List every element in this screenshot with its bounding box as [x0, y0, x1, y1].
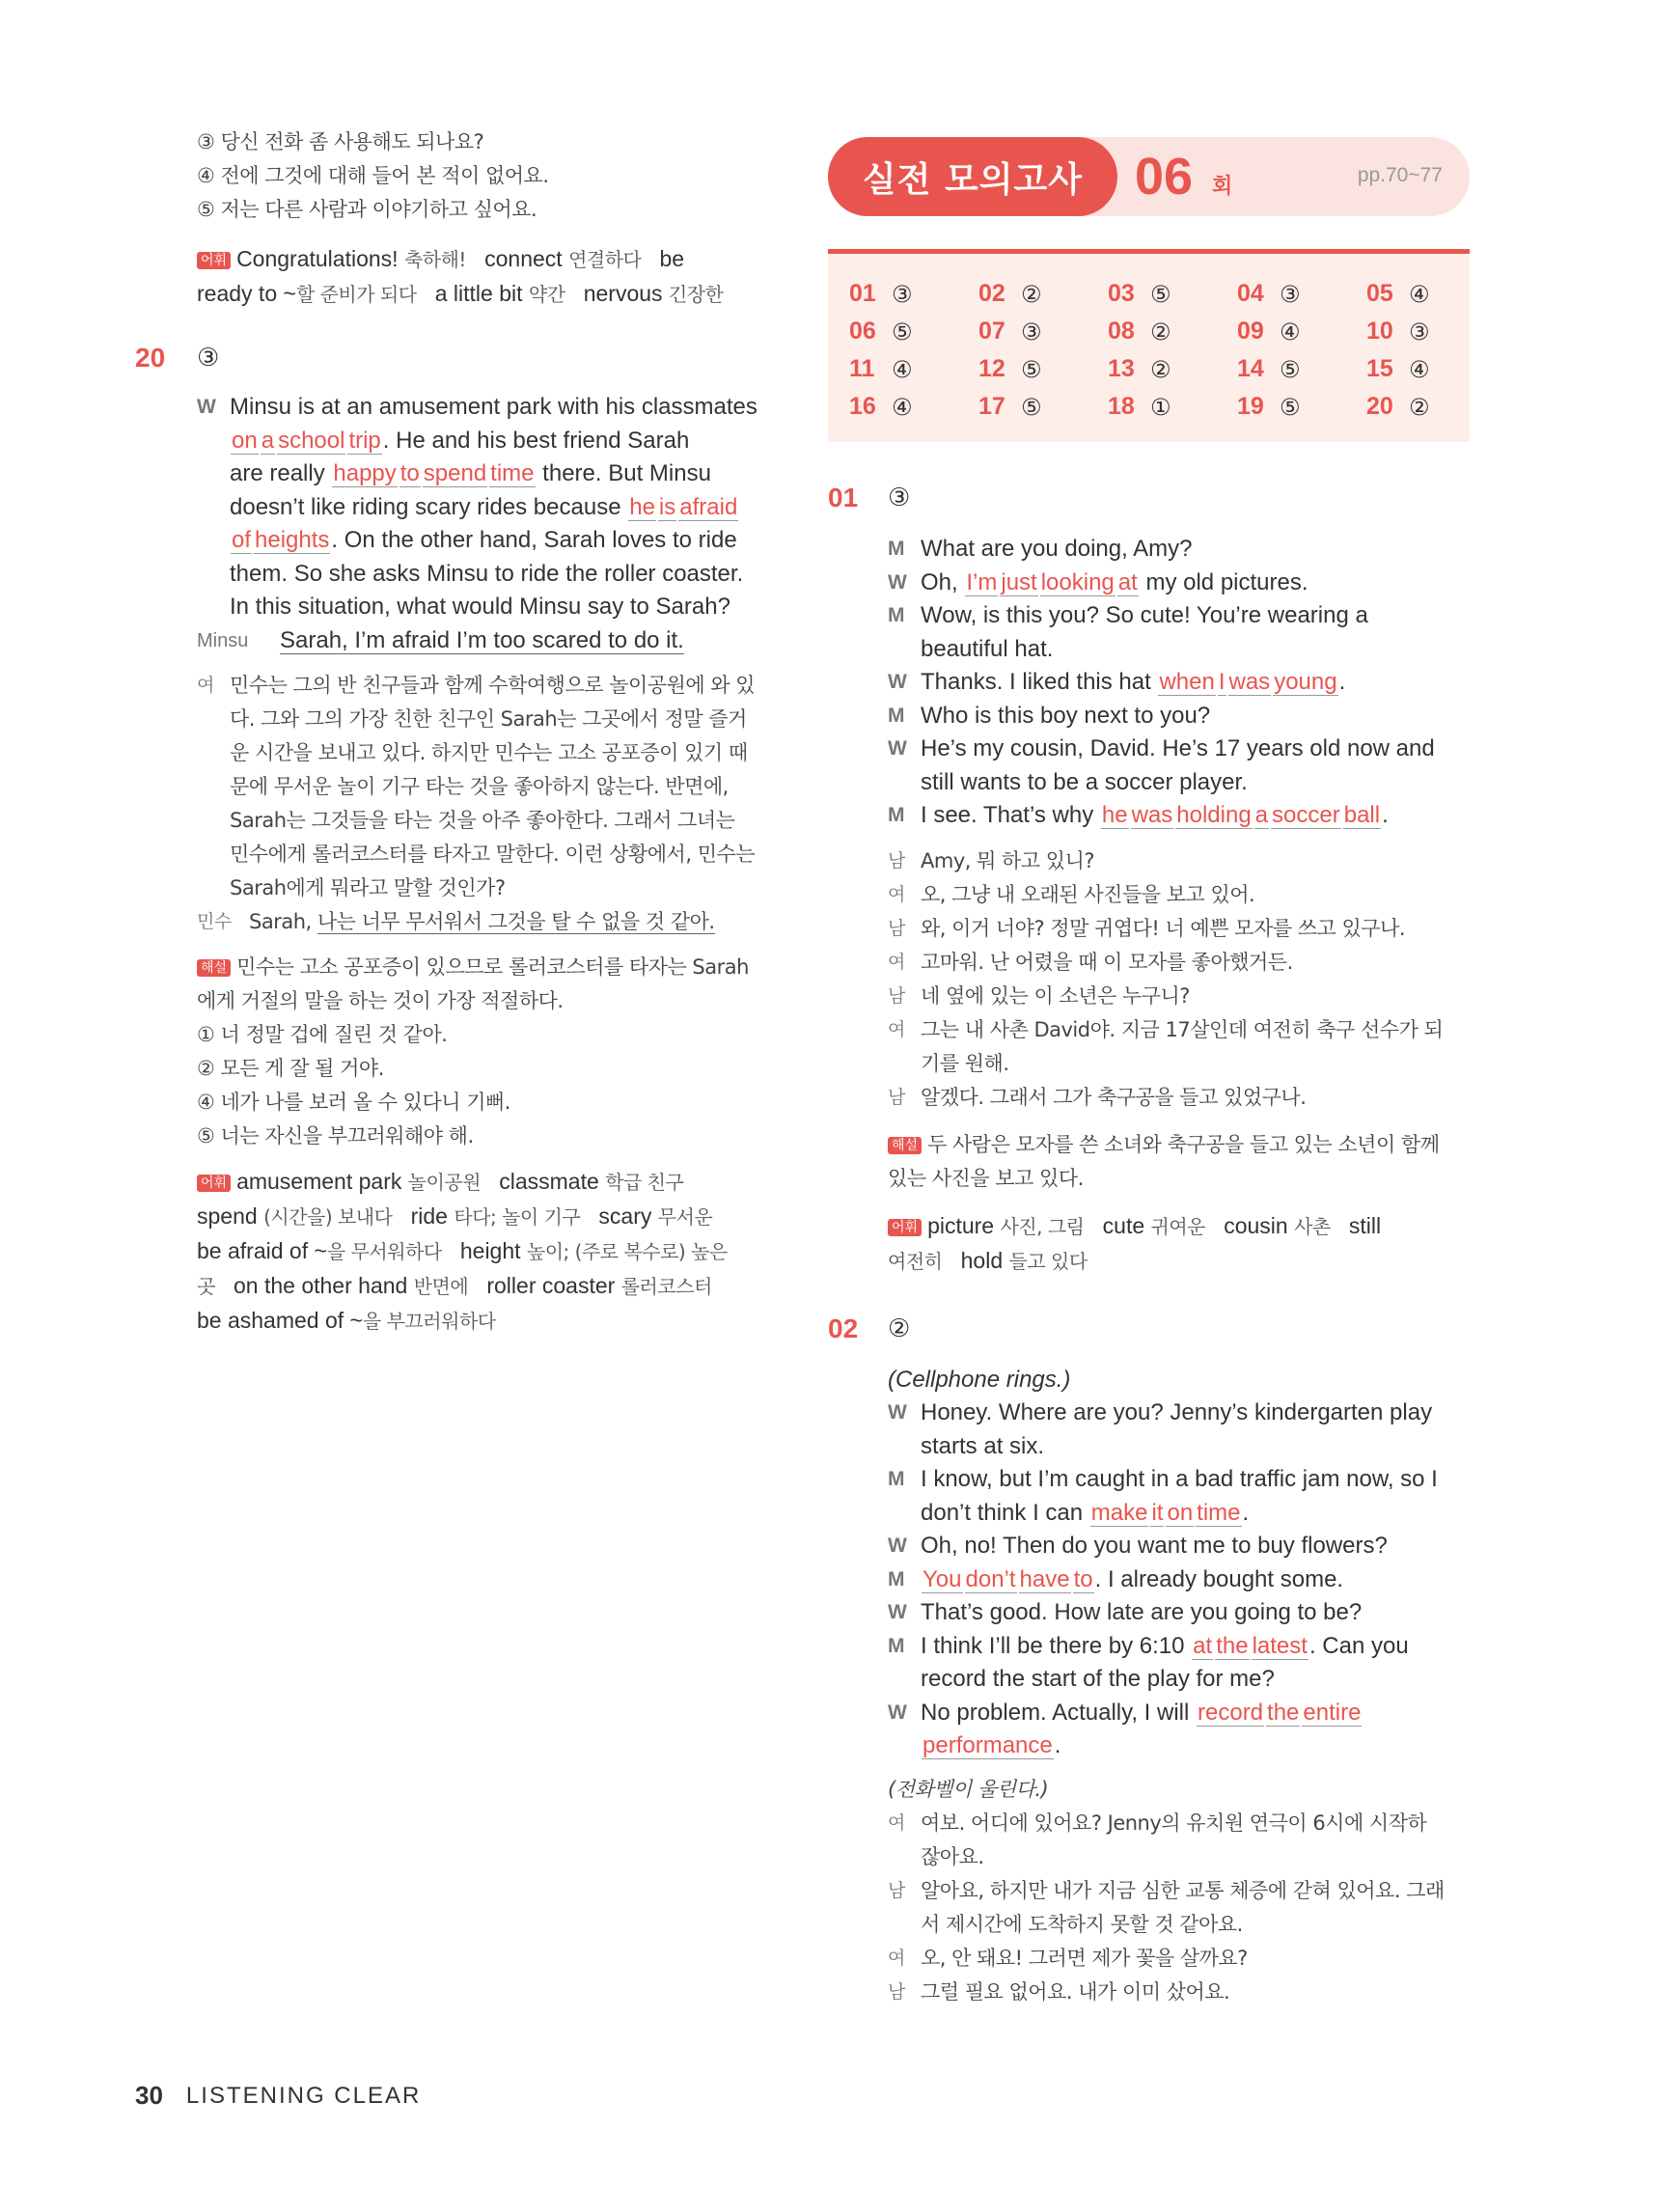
answer-key-number: 17: [978, 393, 1005, 420]
vocab-meaning: 놀이공원: [407, 1171, 482, 1194]
vocab-word: roller coaster: [486, 1273, 616, 1298]
translation-text: 알겠다. 그래서 그가 축구공을 들고 있었구나.: [921, 1085, 1307, 1109]
test-number: 06: [1135, 148, 1194, 206]
vocab-word: on the other hand: [234, 1273, 408, 1298]
blank-word: don’t: [965, 1565, 1016, 1592]
script-text: . He and his best friend Sarah: [382, 427, 690, 454]
answer-key-item: [1108, 350, 1237, 388]
blank-word: I: [1218, 669, 1226, 695]
vocab-tag: 어휘: [197, 252, 231, 269]
answer-translation: 나는 너무 무서워서 그것을 탈 수 없을 것 같아.: [317, 910, 715, 933]
speaker: M: [888, 538, 905, 560]
answer-key-item: [1108, 275, 1237, 313]
translation-text: 잖아요.: [921, 1844, 984, 1868]
vocab-meaning: 여전히: [888, 1249, 943, 1273]
answer-key-grid: [849, 275, 1496, 426]
translation-text: Sarah,: [249, 910, 317, 933]
translation-line: [888, 946, 1470, 980]
blank-word: ball: [1343, 802, 1381, 828]
blank-word: on: [1167, 1499, 1194, 1526]
translation-line: [888, 1840, 1470, 1874]
vocab-meaning: 축하해!: [403, 248, 466, 271]
answer-key-number: 04: [1237, 280, 1264, 307]
answer-key-number: 18: [1108, 393, 1135, 420]
vocab-word: connect: [484, 246, 563, 271]
answer-key-answer: ③: [1280, 280, 1301, 308]
translation-text: 네 옆에 있는 이 소년은 누구니?: [921, 983, 1190, 1008]
q01-script: [888, 533, 1470, 833]
answer-key-item: [1237, 388, 1366, 426]
vocab-meaning: 롤러코스터: [620, 1275, 712, 1298]
translation-line: [888, 878, 1470, 912]
blank-word: was: [1228, 669, 1271, 695]
script-text: . On the other hand, Sarah loves to ride: [331, 527, 737, 553]
script-text: .: [1338, 669, 1346, 695]
choice: ③ 당신 전화 좀 사용해도 되나요?: [197, 130, 484, 153]
speaker: W: [888, 1535, 907, 1557]
blank-word: a: [1254, 802, 1269, 828]
speaker: 남: [888, 1879, 905, 1901]
translation-line: 문에 무서운 놀이 기구 타는 것을 좋아하지 않는다. 반면에,: [230, 775, 729, 798]
speaker: 여: [888, 951, 905, 973]
answer-key-answer: ④: [1280, 318, 1301, 346]
explanation-tag: 해설: [888, 1137, 922, 1154]
vocab-word: cousin: [1224, 1212, 1288, 1238]
prev-vocab: [197, 242, 776, 312]
translation-line: [888, 1807, 1470, 1840]
choice: ⑤ 저는 다른 사람과 이야기하고 싶어요.: [197, 198, 537, 221]
translation-line: [888, 844, 1470, 878]
blank-word: performance: [923, 1732, 1053, 1758]
choice: ④ 전에 그것에 대해 들어 본 적이 없어요.: [197, 164, 549, 187]
blank-word: young: [1274, 669, 1337, 695]
vocab-meaning: 들고 있다: [1008, 1249, 1088, 1273]
explanation-line: 있는 사진을 보고 있다.: [888, 1166, 1084, 1190]
vocab-word: hold: [960, 1247, 1004, 1273]
page-footer: [135, 2081, 421, 2111]
speaker: M: [888, 804, 905, 826]
answer-key-number: 12: [978, 355, 1005, 382]
script-text: I see. That’s why: [921, 802, 1100, 828]
answer-key-number: 09: [1237, 318, 1264, 345]
explanation-tag: 해설: [197, 959, 231, 977]
answer-key-answer: ⑤: [1280, 393, 1301, 421]
question-01-header: [828, 477, 1470, 519]
vocab-word: nervous: [583, 281, 663, 306]
vocab-meaning: 무서운: [657, 1205, 713, 1229]
question-number: 01: [828, 483, 859, 512]
vocab-word: amusement park: [236, 1169, 402, 1194]
translation-line: [888, 1013, 1470, 1047]
answer-key-answer: ②: [1150, 355, 1171, 383]
answer-key-item: [1108, 313, 1237, 350]
blank-word: at: [1117, 568, 1138, 595]
script-line: still wants to be a soccer player.: [921, 768, 1248, 795]
script-text: doesn’t like riding scary rides because: [230, 493, 628, 520]
answer-key-number: 19: [1237, 393, 1264, 420]
question-number: 20: [135, 343, 166, 373]
blank-word: to: [399, 460, 420, 486]
answer-key-number: 20: [1366, 393, 1393, 420]
vocab-meaning: 반면에: [413, 1275, 469, 1298]
question-answer: ②: [888, 1313, 911, 1343]
q02-translation-lines: [888, 1807, 1470, 2009]
vocab-word: scary: [598, 1203, 652, 1229]
speaker: M: [888, 604, 905, 626]
vocab-word: still: [1348, 1212, 1382, 1238]
q02-script: [888, 1364, 1470, 1763]
blank-word: time: [490, 460, 535, 486]
q01-vocab: [888, 1209, 1470, 1279]
answer-key-number: 05: [1366, 280, 1393, 307]
vocab-word: classmate: [499, 1169, 599, 1194]
blank-word: record: [1198, 1699, 1264, 1726]
blank-word: of: [232, 527, 252, 553]
translation-line: 다. 그와 그의 가장 친한 친구인 Sarah는 그곳에서 정말 즐거: [230, 707, 747, 731]
vocab-word: be afraid of ~: [197, 1238, 327, 1263]
vocab-word: ready to ~: [197, 281, 296, 306]
vocab-word: ride: [410, 1203, 448, 1229]
blank-word: the: [1216, 1632, 1249, 1659]
book-title: LISTENING CLEAR: [185, 2082, 422, 2109]
translation-text: 그는 내 사촌 David야. 지금 17살인데 여전히 축구 선수가 되: [921, 1017, 1444, 1041]
blank-word: school: [278, 427, 345, 454]
translation-line: 민수는 그의 반 친구들과 함께 수학여행으로 놀이공원에 와 있: [230, 674, 756, 697]
vocab-meaning: 을 부끄러워하다: [362, 1310, 496, 1333]
blank-word: he: [1101, 802, 1128, 828]
answer-key-answer: ②: [1150, 318, 1171, 346]
speaker: M: [888, 1567, 905, 1590]
vocab-tag: 어휘: [888, 1219, 922, 1236]
vocab-meaning: 높이; (주로 복수로) 높은: [526, 1240, 728, 1263]
answer-key-answer: ⑤: [1280, 355, 1301, 383]
script-line: Minsu is at an amusement park with his classmates: [230, 394, 757, 420]
explanation-line: 민수는 고소 공포증이 있으므로 롤러코스터를 타자는 Sarah: [236, 955, 749, 979]
choice: ② 모든 게 잘 될 거야.: [197, 1057, 384, 1080]
answer-key-item: [849, 350, 978, 388]
script-text: don’t think I can: [921, 1499, 1089, 1526]
blank-word: afraid: [679, 493, 738, 520]
speaker: M: [888, 704, 905, 727]
script-text: . Can you: [1308, 1632, 1409, 1659]
answer-key-number: 02: [978, 280, 1005, 307]
question-02-header: [828, 1308, 1470, 1350]
speaker: M: [888, 1634, 905, 1657]
question-answer: ③: [197, 344, 220, 373]
answer-key-number: 16: [849, 393, 876, 420]
vocab-meaning: 연결하다: [568, 248, 642, 271]
vocab-meaning: 타다; 놀이 기구: [454, 1205, 581, 1229]
blank-word: I’m: [966, 568, 998, 595]
answer-key-item: [849, 388, 978, 426]
script-line: Wow, is this you? So cute! You’re wearing a: [921, 602, 1368, 628]
speaker: W: [888, 1601, 907, 1623]
blank-word: spend: [423, 460, 487, 486]
q20-script: [197, 391, 776, 657]
answer-key-answer: ⑤: [892, 318, 913, 346]
vocab-word: a little bit: [434, 281, 523, 306]
vocab-meaning: 귀여운: [1150, 1214, 1206, 1238]
answer-key-item: [1366, 313, 1496, 350]
answer-key-answer: ⑤: [1021, 393, 1042, 421]
vocab-meaning: 할 준비가 되다: [295, 283, 417, 306]
page-number: 30: [135, 2081, 163, 2110]
blank-word: happy: [333, 460, 397, 486]
answer-key-number: 06: [849, 318, 876, 345]
blank-word: entire: [1303, 1699, 1362, 1726]
test-suffix: 회: [1212, 175, 1233, 199]
answer-key-answer: ④: [892, 393, 913, 421]
translation-line: Sarah는 그것들을 타는 것을 아주 좋아한다. 그래서 그녀는: [230, 809, 735, 832]
answer-key-item: [1366, 275, 1496, 313]
script-line: Honey. Where are you? Jenny’s kindergarten play: [921, 1399, 1433, 1425]
vocab-meaning: 약간: [528, 283, 565, 306]
answer-key: [828, 249, 1470, 442]
blank-word: looking: [1040, 568, 1115, 595]
speaker: 민수: [197, 911, 232, 932]
answer-key-item: [1108, 388, 1237, 426]
answer-key-answer: ③: [892, 280, 913, 308]
vocab-meaning: (시간을) 보내다: [263, 1205, 393, 1229]
vocab-word: cute: [1102, 1212, 1145, 1238]
answer-key-answer: ③: [1021, 318, 1042, 346]
translation-line: [888, 912, 1470, 946]
blank-word: time: [1197, 1499, 1241, 1526]
explanation-line: 에게 거절의 말을 하는 것이 가장 적절하다.: [197, 989, 564, 1012]
script-text: I think I’ll be there by 6:10: [921, 1632, 1192, 1659]
answer-key-item: [1237, 350, 1366, 388]
answer-key-answer: ②: [1021, 280, 1042, 308]
translation-text: 그럴 필요 없어요. 내가 이미 샀어요.: [921, 1979, 1230, 2004]
script-line: Oh, no! Then do you want me to buy flowers?: [921, 1533, 1388, 1559]
answer-key-number: 07: [978, 318, 1005, 345]
blank-word: the: [1267, 1699, 1300, 1726]
blank-word: a: [261, 427, 275, 454]
vocab-word: be: [659, 246, 685, 271]
answer-key-item: [849, 313, 978, 350]
answer-key-answer: ②: [1409, 393, 1430, 421]
answer-key-number: 11: [849, 355, 875, 382]
script-line: That’s good. How late are you going to be?: [921, 1599, 1363, 1625]
speaker: W: [888, 1700, 907, 1724]
vocab-meaning: 을 무서워하다: [326, 1240, 442, 1263]
stage-direction: (전화벨이 울린다.): [888, 1777, 1049, 1801]
blank-word: he: [629, 493, 655, 520]
script-line: What are you doing, Amy?: [921, 536, 1193, 562]
vocab-word: height: [459, 1238, 521, 1263]
question-answer: ③: [888, 484, 911, 512]
blank-word: make: [1090, 1499, 1148, 1526]
blank-word: You: [923, 1565, 962, 1592]
script-text: Thanks. I liked this hat: [921, 669, 1158, 695]
speaker: 여: [888, 1947, 905, 1969]
answer-key-item: [1237, 275, 1366, 313]
vocab-meaning: 사진, 그림: [1000, 1214, 1085, 1238]
translation-text: 서 제시간에 도착하지 못할 것 같아요.: [921, 1912, 1243, 1936]
explanation-line: 두 사람은 모자를 쓴 소녀와 축구공을 들고 있는 소년이 함께: [927, 1132, 1440, 1156]
script-text: my old pictures.: [1139, 568, 1308, 595]
translation-text: 와, 이거 너야? 정말 귀엽다! 너 예쁜 모자를 쓰고 있구나.: [921, 916, 1405, 940]
answer-key-answer: ⑤: [1021, 355, 1042, 383]
right-column: [828, 477, 1470, 2009]
translation-text: 알아요, 하지만 내가 지금 심한 교통 체증에 갇혀 있어요. 그래: [921, 1878, 1445, 1902]
speaker: 여: [197, 675, 214, 696]
script-text: .: [1382, 802, 1389, 828]
answer-key-answer: ③: [1409, 318, 1430, 346]
script-text: .: [1242, 1499, 1250, 1526]
translation-text: 기를 원해.: [921, 1051, 1009, 1075]
q20-vocab: [197, 1165, 776, 1339]
answer-key-item: [1237, 313, 1366, 350]
answer-key-answer: ④: [1409, 355, 1430, 383]
blank-word: just: [1001, 568, 1037, 595]
answer-key-number: 13: [1108, 355, 1135, 382]
blank-word: holding: [1176, 802, 1252, 828]
blank-word: was: [1131, 802, 1173, 828]
script-text: are really: [230, 460, 332, 486]
answer-key-answer: ④: [892, 355, 913, 383]
blank-word: heights: [255, 527, 330, 553]
answer-key-item: [1366, 350, 1496, 388]
translation-text: Amy, 뭐 하고 있니?: [921, 848, 1095, 872]
speaker: W: [888, 570, 907, 594]
script-line: He’s my cousin, David. He’s 17 years old now and: [921, 735, 1435, 761]
script-line: Who is this boy next to you?: [921, 702, 1211, 729]
speaker: W: [197, 396, 216, 418]
blank-word: at: [1193, 1632, 1213, 1659]
script-text: Oh,: [921, 568, 965, 595]
translation-line: [888, 1908, 1470, 1942]
script-line: In this situation, what would Minsu say to Sarah?: [230, 594, 730, 620]
speaker: 남: [888, 984, 905, 1007]
blank-word: to: [1073, 1565, 1093, 1592]
choice: ⑤ 너는 자신을 부끄러워해야 해.: [197, 1124, 474, 1147]
translation-line: 운 시간을 보내고 있다. 하지만 민수는 고소 공포증이 있기 때: [230, 741, 748, 764]
vocab-meaning: 곳: [197, 1275, 215, 1298]
left-column: [135, 125, 776, 1339]
blank-word: trip: [348, 427, 381, 454]
q20-translation: [197, 669, 776, 939]
answer-key-item: [849, 275, 978, 313]
translation-line: [888, 1976, 1470, 2009]
answer-key-number: 03: [1108, 280, 1135, 307]
q01-translation: [888, 844, 1470, 1115]
speaker: W: [888, 737, 907, 760]
answer-key-number: 10: [1366, 318, 1393, 345]
blank-word: latest: [1252, 1632, 1308, 1659]
speaker: W: [888, 671, 907, 693]
speaker: 여: [888, 883, 905, 905]
choice: ④ 네가 나를 보러 올 수 있다니 기뻐.: [197, 1091, 510, 1114]
translation-text: 여보. 어디에 있어요? Jenny의 유치원 연극이 6시에 시작하: [921, 1811, 1427, 1835]
translation-line: [888, 1874, 1470, 1908]
answer-key-item: [978, 313, 1108, 350]
answer-key-item: [1366, 388, 1496, 426]
question-20-header: [135, 337, 776, 379]
q20-explanation: [197, 951, 776, 1153]
blank-word: soccer: [1272, 802, 1340, 828]
answer-key-number: 01: [849, 280, 876, 307]
blank-word: it: [1151, 1499, 1164, 1526]
vocab-word: be ashamed of ~: [197, 1308, 363, 1333]
speaker: 남: [888, 849, 905, 871]
answer-key-number: 15: [1366, 355, 1393, 382]
page-range: pp.70~77: [1357, 164, 1443, 186]
answer-key-answer: ⑤: [1150, 280, 1171, 308]
script-text: there. But Minsu: [536, 460, 711, 486]
translation-text: 오, 안 돼요! 그러면 제가 꽃을 살까요?: [921, 1946, 1248, 1970]
vocab-word: Congratulations!: [236, 246, 399, 271]
vocab-word: picture: [927, 1212, 995, 1238]
script-line: I know, but I’m caught in a bad traffic jam now, so I: [921, 1466, 1438, 1492]
translation-line: 민수에게 롤러코스터를 타자고 말한다. 이런 상황에서, 민수는: [230, 843, 756, 866]
answer-key-answer: ①: [1150, 393, 1171, 421]
blank-word: on: [232, 427, 258, 454]
answer-key-item: [978, 275, 1108, 313]
script-text: . I already bought some.: [1094, 1565, 1344, 1592]
speaker: W: [888, 1401, 907, 1424]
question-number: 02: [828, 1313, 859, 1343]
answer-key-number: 08: [1108, 318, 1135, 345]
speaker: 남: [888, 917, 905, 939]
test-header: [828, 137, 1470, 216]
speaker: M: [888, 1468, 905, 1490]
speaker: 남: [888, 1980, 905, 2003]
prev-choices: [197, 125, 776, 227]
q02-translation: [888, 1773, 1470, 2009]
speaker: 여: [888, 1018, 905, 1040]
script-line: starts at six.: [921, 1432, 1045, 1459]
vocab-tag: 어휘: [197, 1175, 231, 1192]
vocab-meaning: 긴장한: [668, 283, 724, 306]
script-text: No problem. Actually, I will: [921, 1699, 1196, 1726]
choice: ① 너 정말 겁에 질린 것 같아.: [197, 1023, 448, 1046]
answer-key-number: 14: [1237, 355, 1264, 382]
blank-word: is: [658, 493, 676, 520]
translation-line: Sarah에게 뭐라고 말할 것인가?: [230, 876, 506, 899]
speaker: 남: [888, 1086, 905, 1108]
translation-line: [888, 1942, 1470, 1976]
script-text: .: [1054, 1732, 1061, 1758]
q01-explanation: [888, 1128, 1470, 1196]
vocab-meaning: 사촌: [1294, 1214, 1331, 1238]
speaker: Minsu: [197, 629, 249, 651]
answer-key-item: [978, 388, 1108, 426]
answer-line: Sarah, I’m afraid I’m too scared to do it.: [280, 626, 684, 653]
translation-line: [888, 1081, 1470, 1115]
answer-key-answer: ④: [1409, 280, 1430, 308]
answer-key-item: [978, 350, 1108, 388]
vocab-meaning: 학급 친구: [605, 1171, 684, 1194]
stage-direction: (Cellphone rings.): [888, 1366, 1071, 1393]
test-title: 실전 모의고사: [828, 137, 1117, 216]
vocab-word: spend: [197, 1203, 258, 1229]
script-line: them. So she asks Minsu to ride the roller coaster.: [230, 560, 744, 587]
translation-text: 오, 그냥 내 오래된 사진들을 보고 있어.: [921, 882, 1255, 906]
blank-word: have: [1019, 1565, 1070, 1592]
translation-line: [888, 980, 1470, 1013]
translation-line: [888, 1047, 1470, 1081]
translation-text: 고마워. 난 어렸을 때 이 모자를 좋아했거든.: [921, 950, 1293, 974]
blank-word: when: [1159, 669, 1215, 695]
speaker: 여: [888, 1811, 905, 1834]
script-line: beautiful hat.: [921, 635, 1054, 662]
script-line: record the start of the play for me?: [921, 1666, 1275, 1692]
